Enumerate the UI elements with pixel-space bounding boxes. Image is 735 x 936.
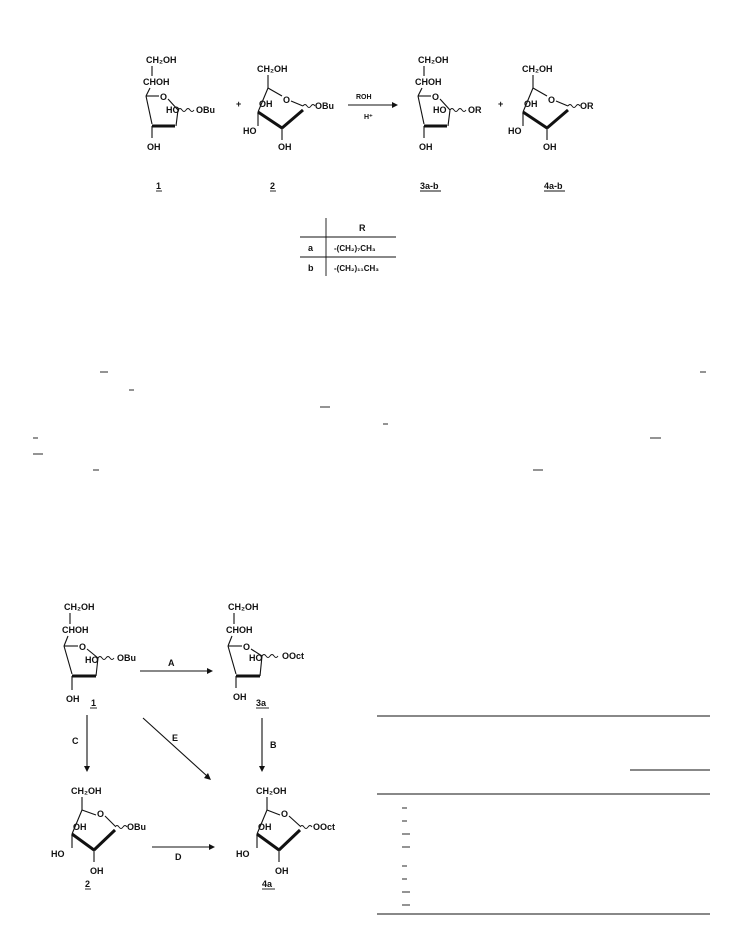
ch2oh-label: CH₂OH bbox=[256, 786, 287, 796]
alkoxy-label: OR bbox=[468, 105, 482, 115]
ring-oxygen-label: O bbox=[432, 92, 440, 102]
butoxy-label: OBu bbox=[196, 105, 215, 115]
compound-2-pyranoside bbox=[243, 64, 334, 191]
hydroxyl-label: OH bbox=[278, 142, 292, 152]
ring-oxygen-label: O bbox=[283, 95, 291, 105]
arrow-A-label: A bbox=[168, 658, 175, 668]
compound-4-label: 4a-b bbox=[544, 181, 563, 191]
ch2oh-label: CH₂OH bbox=[522, 64, 553, 74]
arrow-A bbox=[140, 658, 213, 674]
compound-2-label: 2 bbox=[270, 181, 276, 191]
reagent-acid: H⁺ bbox=[364, 114, 373, 121]
compound-4-pyranoside bbox=[508, 64, 594, 191]
hydroxyl-label: OH bbox=[66, 694, 80, 704]
hydroxyl-label-ho: HO bbox=[249, 653, 263, 663]
reagent-roh: ROH bbox=[356, 94, 372, 101]
compound-4a-pyranoside bbox=[236, 786, 335, 889]
ring-oxygen-label: O bbox=[281, 809, 289, 819]
table-row-value: -(CH₂)₇CH₃ bbox=[334, 244, 376, 253]
compound-4a-label: 4a bbox=[262, 879, 273, 889]
ring-oxygen-label: O bbox=[243, 642, 251, 652]
hydroxyl-label-ho: HO bbox=[236, 849, 250, 859]
hydroxyl-label: OH bbox=[275, 866, 289, 876]
butoxy-label: OBu bbox=[315, 101, 334, 111]
compound-3-furanoside bbox=[415, 55, 482, 191]
hydroxyl-label-ho: HO bbox=[433, 105, 447, 115]
ch2oh-label: CH₂OH bbox=[146, 55, 177, 65]
plus-sign: + bbox=[236, 99, 242, 109]
compound-2-label: 2 bbox=[85, 879, 91, 889]
compound-1-furanoside bbox=[143, 55, 215, 191]
hydroxyl-label-ho: HO bbox=[166, 105, 180, 115]
compound-1-furanoside bbox=[62, 602, 136, 708]
octyloxy-label: OOct bbox=[282, 651, 305, 661]
octyloxy-label: OOct bbox=[313, 822, 336, 832]
arrow-B bbox=[259, 718, 277, 772]
ch2oh-label: CH₂OH bbox=[228, 602, 259, 612]
hydroxyl-label-ho: HO bbox=[85, 655, 99, 665]
compound-3a-label: 3a bbox=[256, 698, 267, 708]
hydroxyl-label: OH bbox=[543, 142, 557, 152]
ring-oxygen-label: O bbox=[160, 92, 168, 102]
hydroxyl-label: OH bbox=[147, 142, 161, 152]
arrow-E-label: E bbox=[172, 733, 179, 743]
text-residue-marks bbox=[33, 372, 706, 470]
plus-sign: + bbox=[498, 99, 504, 109]
compound-3a-furanoside bbox=[226, 602, 304, 708]
arrow-E bbox=[143, 718, 211, 780]
hydroxyl-label-ho: HO bbox=[508, 126, 522, 136]
hydroxyl-label: OH bbox=[259, 99, 273, 109]
compound-1-label: 1 bbox=[91, 698, 97, 708]
choh-label: CHOH bbox=[415, 77, 442, 87]
arrow-C-label: C bbox=[72, 736, 79, 746]
results-table-frame bbox=[377, 716, 710, 914]
arrow-D bbox=[152, 844, 215, 862]
arrow-C bbox=[72, 715, 90, 772]
choh-label: CHOH bbox=[226, 625, 253, 635]
hydroxyl-label-ho: HO bbox=[51, 849, 65, 859]
table-header-r: R bbox=[359, 223, 366, 233]
hydroxyl-label: OH bbox=[73, 822, 87, 832]
choh-label: CHOH bbox=[143, 77, 170, 87]
scheme-2 bbox=[51, 602, 335, 889]
ch2oh-label: CH₂OH bbox=[71, 786, 102, 796]
compound-2-pyranoside bbox=[51, 786, 146, 889]
ch2oh-label: CH₂OH bbox=[257, 64, 288, 74]
arrow-D-label: D bbox=[175, 852, 182, 862]
table-row-id: b bbox=[308, 263, 314, 273]
butoxy-label: OBu bbox=[117, 653, 136, 663]
ch2oh-label: CH₂OH bbox=[418, 55, 449, 65]
ring-oxygen-label: O bbox=[548, 95, 556, 105]
hydroxyl-label: OH bbox=[419, 142, 433, 152]
hydroxyl-label: OH bbox=[258, 822, 272, 832]
hydroxyl-label: OH bbox=[524, 99, 538, 109]
reaction-arrow-1 bbox=[348, 94, 398, 121]
hydroxyl-label: OH bbox=[233, 692, 247, 702]
arrow-B-label: B bbox=[270, 740, 277, 750]
table-row-id: a bbox=[308, 243, 314, 253]
choh-label: CHOH bbox=[62, 625, 89, 635]
ch2oh-label: CH₂OH bbox=[64, 602, 95, 612]
ring-oxygen-label: O bbox=[79, 642, 87, 652]
hydroxyl-label-ho: HO bbox=[243, 126, 257, 136]
r-group-table bbox=[300, 218, 396, 276]
compound-1-label: 1 bbox=[156, 181, 162, 191]
alkoxy-label: OR bbox=[580, 101, 594, 111]
hydroxyl-label: OH bbox=[90, 866, 104, 876]
butoxy-label: OBu bbox=[127, 822, 146, 832]
scheme-1 bbox=[143, 55, 594, 191]
table-row-value: -(CH₂)₁₁CH₃ bbox=[334, 264, 379, 273]
ring-oxygen-label: O bbox=[97, 809, 105, 819]
compound-3-label: 3a-b bbox=[420, 181, 439, 191]
